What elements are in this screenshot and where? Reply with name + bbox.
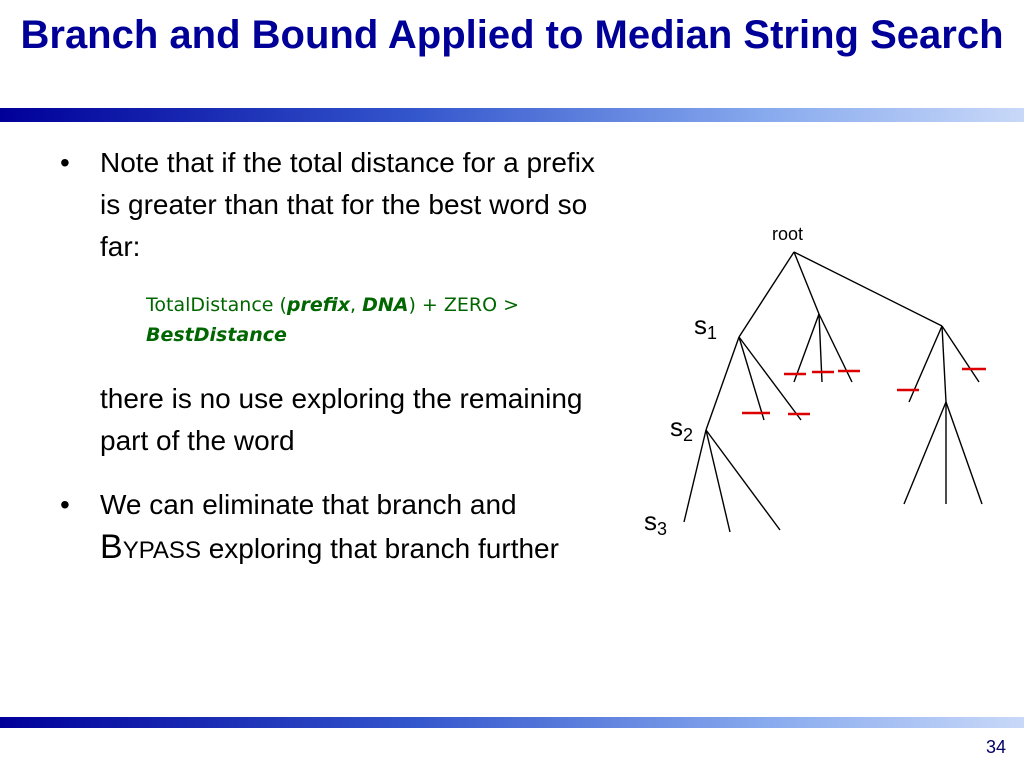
s1-subscript: 1 bbox=[707, 323, 718, 343]
bullet-text: Note that if the total distance for a prefix is greater than that for the best word so far: bbox=[100, 147, 595, 262]
s2-base: s bbox=[670, 412, 683, 442]
s2-subscript: 2 bbox=[683, 425, 694, 445]
diagram-background bbox=[624, 222, 992, 562]
formula-best-distance: BestDistance bbox=[146, 324, 287, 346]
bypass-smallcaps: YPASS bbox=[122, 537, 201, 564]
slide-title: Branch and Bound Applied to Median String Search bbox=[20, 13, 1004, 57]
s3-base: s bbox=[644, 506, 657, 536]
bullet-text bbox=[100, 484, 620, 572]
s3-subscript: 3 bbox=[657, 519, 668, 539]
bullet-marker: • bbox=[60, 489, 70, 520]
formula-prefix: prefix bbox=[286, 294, 350, 316]
page-number: 34 bbox=[985, 737, 1006, 757]
s1-base: s bbox=[694, 310, 707, 340]
bullet-text-after: exploring that branch further bbox=[200, 533, 559, 564]
branch-and-bound-tree-diagram bbox=[624, 222, 992, 562]
tree-svg bbox=[624, 222, 992, 562]
formula-tail: ) + ZERO > bbox=[408, 294, 520, 316]
bullet-marker: • bbox=[60, 147, 70, 178]
title-divider-bar bbox=[0, 108, 1024, 122]
bypass-initial: B bbox=[100, 528, 123, 566]
formula-dna: DNA bbox=[362, 294, 409, 316]
total-distance-formula bbox=[146, 290, 616, 350]
bullet-text-before: We can eliminate that branch and bbox=[100, 489, 517, 520]
root-label: root bbox=[772, 224, 804, 244]
prune-explanation: there is no use exploring the remaining part of the word bbox=[100, 383, 583, 456]
footer-divider-bar bbox=[0, 717, 1024, 728]
formula-lead: TotalDistance ( bbox=[146, 294, 287, 316]
formula-sep: , bbox=[349, 294, 363, 316]
